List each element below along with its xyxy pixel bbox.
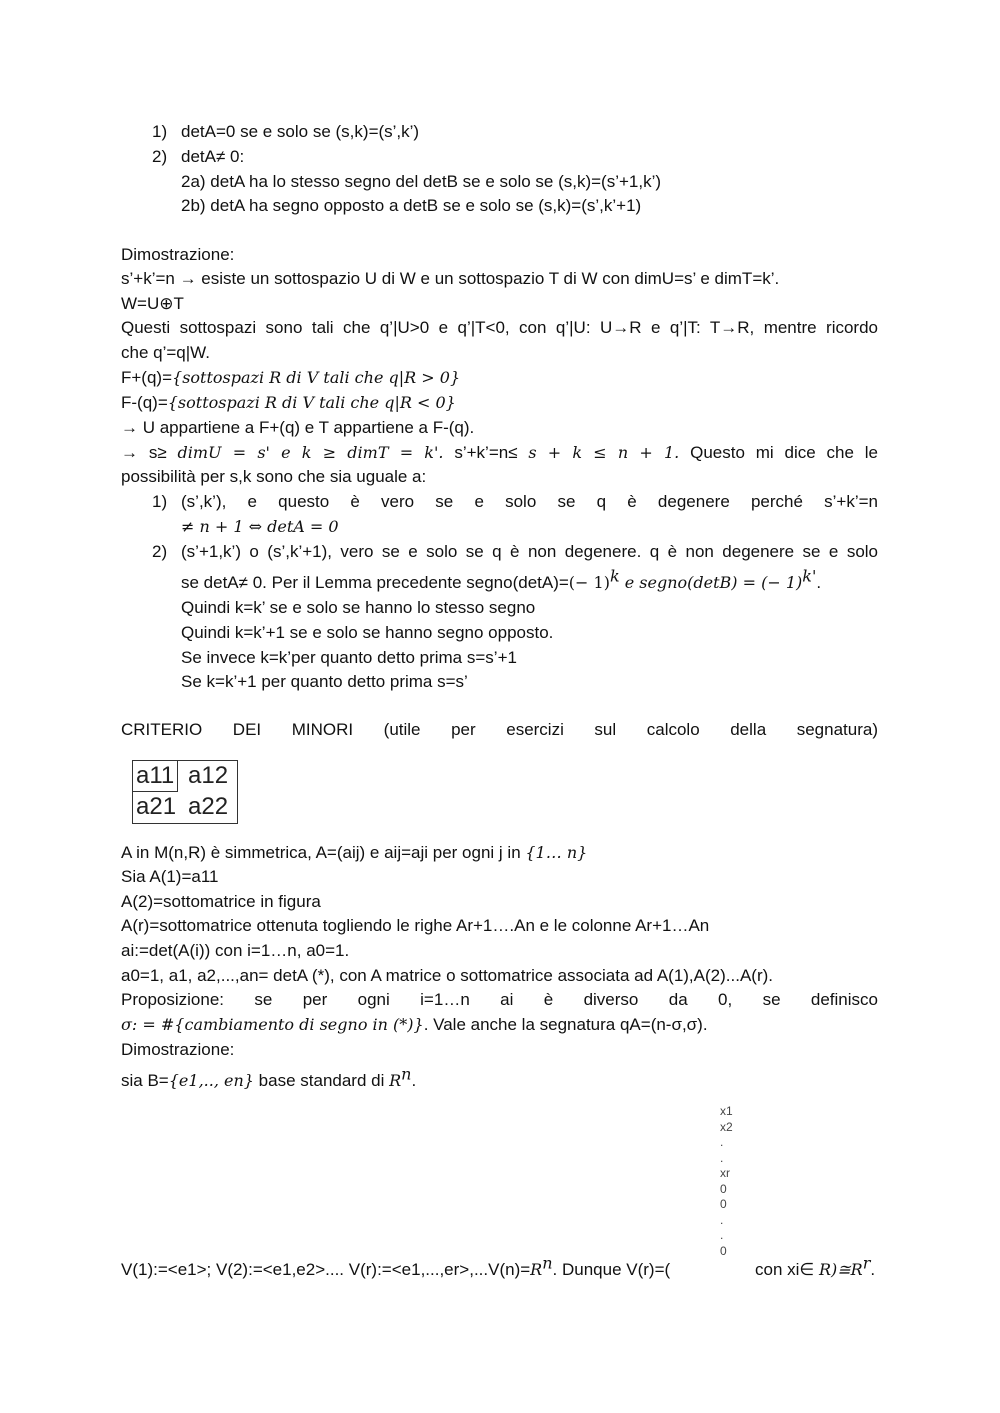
matrix-cell: a21 [136, 793, 177, 820]
section-title: CRITERIO DEI MINORI (utile per esercizi sul calcolo della segnatura) [121, 720, 878, 739]
list-item: (s’+1,k’) o (s’,k’+1), vero se e solo se q è non degenere. q è non degenere se e solo [181, 542, 878, 561]
vector-entry: . [720, 1212, 724, 1227]
text-line: σ: = #{cambiamento di segno in (*)}. Vale anche la segnatura qA=(n-σ,σ). [121, 1015, 708, 1034]
proof-heading: Dimostrazione: [121, 1040, 235, 1059]
text-line: Se k=k’+1 per quanto detto prima s=s’ [181, 672, 468, 691]
list-item: detA≠ 0: [181, 147, 245, 166]
vector-entry: 0 [720, 1243, 727, 1258]
list-subitem: 2a) detA ha lo stesso segno del detB se e solo se (s,k)=(s’+1,k’) [181, 172, 662, 191]
vector-entry: x2 [720, 1119, 733, 1134]
list-number: 2) [152, 542, 168, 561]
matrix-cell: a22 [188, 793, 229, 820]
proposition-line: Proposizione: se per ogni i=1…n ai è diverso da 0, se definisco [121, 990, 878, 1009]
text-line: → s≥ dimU = s' e k ≥ dimT = k'. s’+k’=n≤ s + k ≤ n + 1. Questo mi dice che le [121, 443, 879, 462]
matrix-figure [132, 760, 238, 824]
text-line: → U appartiene a F+(q) e T appartiene a F-(q). [121, 418, 475, 437]
vector-entry: 0 [720, 1181, 727, 1196]
list-number: 1) [152, 122, 168, 141]
text-line: s’+k’=n → esiste un sottospazio U di W e un sottospazio T di W con dimU=s’ e dimT=k’. [121, 269, 780, 288]
text-line: a0=1, a1, a2,...,an= detA (*), con A matrice o sottomatrice associata ad A(1),A(2)...A(r). [121, 966, 773, 985]
text-line: A in M(n,R) è simmetrica, A=(aij) e aij=aji per ogni j in {1… n} [121, 843, 588, 862]
text-line: V(1):=<e1>; V(2):=<e1,e2>.... $V(r):=<e1,...,er>,...V(n)=R^n$. Dunque V(r)=( [121, 1253, 671, 1279]
math-line: ≠ n + 1 ⇔ detA = 0 [181, 517, 339, 536]
list-item: detA=0 se e solo se (s,k)=(s’,k’) [181, 122, 420, 141]
column-vector [720, 1104, 733, 1259]
vector-entry: x1 [720, 1104, 733, 1118]
proof-heading: Dimostrazione: [121, 245, 235, 264]
vector-entry: . [720, 1228, 724, 1242]
f-minus-line: F-(q)={sottospazi R di V tali che q|R < 0} [121, 393, 456, 412]
text-line: Quindi k=k’+1 se e solo se hanno segno opposto. [181, 623, 554, 642]
text-line: possibilità per s,k sono che sia uguale a: [121, 467, 427, 486]
list-item: (s’,k’), e questo è vero se e solo se q è degenere perché s’+k’=n [181, 492, 878, 511]
text-line: A(2)=sottomatrice in figura [121, 892, 321, 911]
vector-entry: . [720, 1150, 724, 1165]
text-line: con xi∈ $R)≅R^r$. [755, 1253, 876, 1279]
list-subitem: 2b) detA ha segno opposto a detB se e solo se (s,k)=(s’,k’+1) [181, 196, 642, 215]
text-line: Questi sottospazi sono tali che q’|U>0 e q’|T<0, con q’|U: U→R e q’|T: T→R, mentre ricordo [121, 318, 878, 337]
text-line: Sia A(1)=a11 [121, 867, 219, 886]
text-line: sia B={e1,.., en} base standard di $R^n$. [121, 1064, 417, 1090]
text-line: Quindi k=k’ se e solo se hanno lo stesso segno [181, 598, 536, 617]
text-line: W=U⊕T [121, 294, 184, 313]
text-line: Se invece k=k’per quanto detto prima s=s’+1 [181, 648, 517, 667]
matrix-cell: a12 [188, 762, 229, 789]
f-plus-line: F+(q)={sottospazi R di V tali che q|R > 0} [121, 368, 461, 387]
text-line: se detA≠ 0. Per il Lemma precedente segno(detA)=(− 1)$^k$ e segno(detB) = (− 1)$^{k'}$. [181, 566, 822, 592]
vector-entry: . [720, 1135, 724, 1149]
vector-entry: 0 [720, 1197, 727, 1211]
text-line: che q’=q|W. [121, 343, 210, 362]
list-number: 2) [152, 147, 168, 166]
list-number: 1) [152, 492, 168, 511]
vector-entry: xr [720, 1166, 730, 1180]
matrix-cell: a11 [136, 762, 175, 789]
text-line: ai:=det(A(i)) con i=1…n, a0=1. [121, 941, 350, 960]
text-line: A(r)=sottomatrice ottenuta togliendo le righe Ar+1….An e le colonne Ar+1…An [121, 916, 710, 935]
